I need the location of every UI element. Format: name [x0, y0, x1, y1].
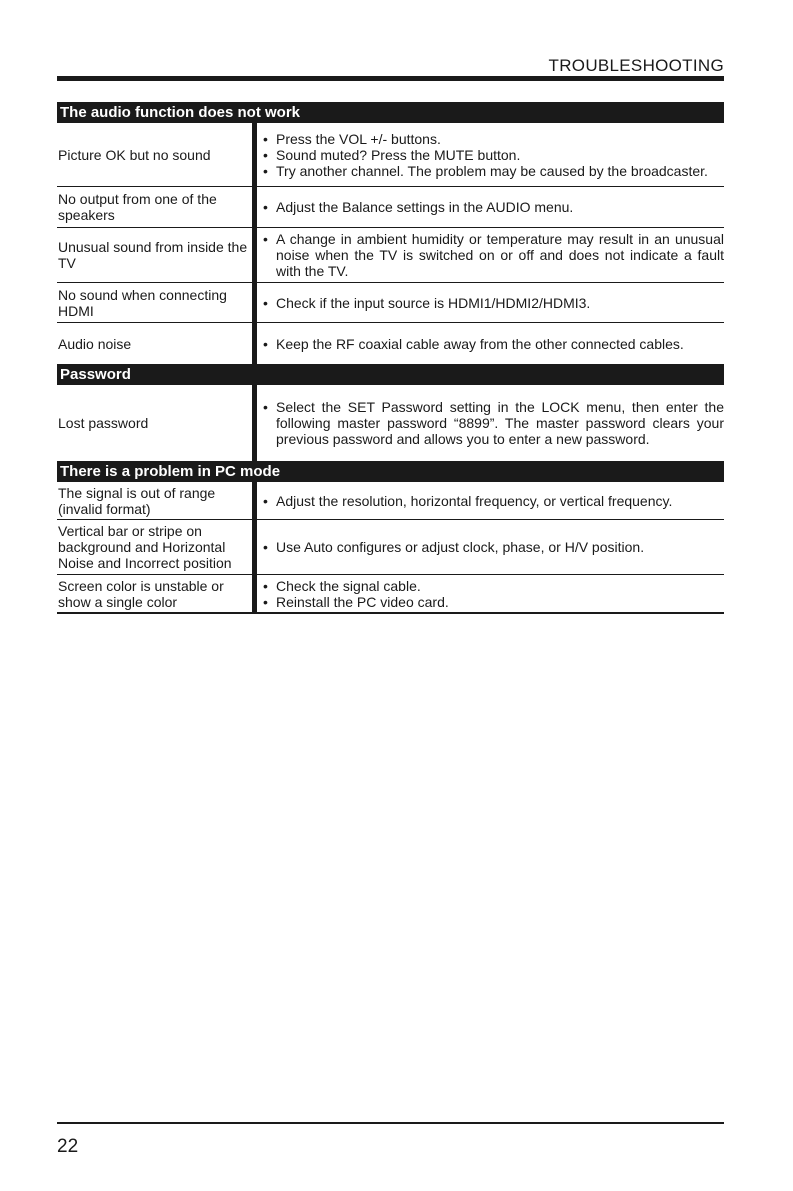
issue-cell: The signal is out of range (invalid format) — [57, 482, 257, 519]
troubleshooting-tables — [57, 102, 724, 614]
issue-cell: Picture OK but no sound — [57, 123, 257, 186]
solution-cell — [257, 323, 724, 364]
section-title: There is a problem in PC mode — [57, 461, 724, 482]
section-audio — [57, 102, 724, 364]
section-password — [57, 364, 724, 461]
solution-item: • Adjust the Balance settings in the AUDIO menu. — [263, 199, 724, 215]
solution-cell — [257, 283, 724, 322]
solution-item: • Reinstall the PC video card. — [263, 594, 724, 610]
solution-text: Use Auto configures or adjust clock, phase, or H/V position. — [276, 539, 645, 555]
solution-text: Adjust the Balance settings in the AUDIO menu. — [276, 199, 574, 215]
solution-text: Try another channel. The problem may be caused by the broadcaster. — [276, 162, 708, 179]
table-row — [57, 123, 724, 187]
issue-cell: Vertical bar or stripe on background and Horizontal Noise and Incorrect position — [57, 520, 257, 574]
solution-item: • Check the signal cable. — [263, 578, 724, 594]
solution-cell — [257, 520, 724, 574]
section-pc-mode — [57, 461, 724, 614]
solution-text: Reinstall the PC video card. — [276, 593, 449, 610]
solution-text: A change in ambient humidity or temperature may result in an unusual noise when the TV is switched on or off and does not indicate a fault with the TV. — [276, 231, 724, 279]
section-title: The audio function does not work — [57, 102, 724, 123]
solution-item: • Check if the input source is HDMI1/HDMI2/HDMI3. — [263, 295, 724, 311]
table-row — [57, 187, 724, 228]
table-row — [57, 520, 724, 575]
solution-text: Press the VOL +/- buttons. — [276, 130, 441, 147]
issue-cell: Audio noise — [57, 323, 257, 364]
section-title: Password — [57, 364, 724, 385]
table-row — [57, 323, 724, 364]
page-number: 22 — [57, 1136, 79, 1157]
solution-text: Sound muted? Press the MUTE button. — [276, 146, 521, 163]
footer-rule — [57, 1122, 724, 1124]
solution-cell — [257, 228, 724, 282]
solution-text: Select the SET Password setting in the LOCK menu, then enter the following master password “8899”. The master password clears your previous password and allows you to enter a new password. — [276, 399, 724, 447]
table-row — [57, 228, 724, 283]
solution-item: • Adjust the resolution, horizontal frequency, or vertical frequency. — [263, 493, 724, 509]
solution-cell — [257, 385, 724, 461]
solution-cell — [257, 575, 724, 612]
solution-text: Check if the input source is HDMI1/HDMI2/HDMI3. — [276, 294, 591, 311]
table-row — [57, 575, 724, 614]
solution-cell — [257, 482, 724, 519]
solution-item: • Sound muted? Press the MUTE button. — [263, 147, 724, 163]
issue-cell: No output from one of the speakers — [57, 187, 257, 227]
solution-cell — [257, 187, 724, 227]
header-rule — [57, 76, 724, 81]
issue-cell: Unusual sound from inside the TV — [57, 228, 257, 282]
solution-text: Adjust the resolution, horizontal frequency, or vertical frequency. — [276, 492, 673, 509]
page-header-title: TROUBLESHOOTING — [548, 56, 724, 75]
table-row — [57, 385, 724, 461]
issue-cell: Screen color is unstable or show a single color — [57, 575, 257, 612]
solution-item: • Select the SET Password setting in the LOCK menu, then enter the following master password “8899”. The master password clears your previous password and allows you to enter a new password. — [263, 399, 724, 447]
solution-text: Keep the RF coaxial cable away from the other connected cables. — [276, 335, 684, 352]
solution-item: • Keep the RF coaxial cable away from the other connected cables. — [263, 336, 724, 352]
table-row — [57, 283, 724, 323]
issue-cell: No sound when connecting HDMI — [57, 283, 257, 322]
issue-cell: Lost password — [57, 385, 257, 461]
solution-cell — [257, 123, 724, 186]
solution-item: • Press the VOL +/- buttons. — [263, 131, 724, 147]
solution-item: • A change in ambient humidity or temperature may result in an unusual noise when the TV is switched on or off and does not indicate a fault with the TV. — [263, 231, 724, 279]
solution-item: • Use Auto configures or adjust clock, phase, or H/V position. — [263, 539, 724, 555]
table-row — [57, 482, 724, 520]
solution-text: Check the signal cable. — [276, 577, 421, 594]
solution-item: • Try another channel. The problem may be caused by the broadcaster. — [263, 163, 724, 179]
